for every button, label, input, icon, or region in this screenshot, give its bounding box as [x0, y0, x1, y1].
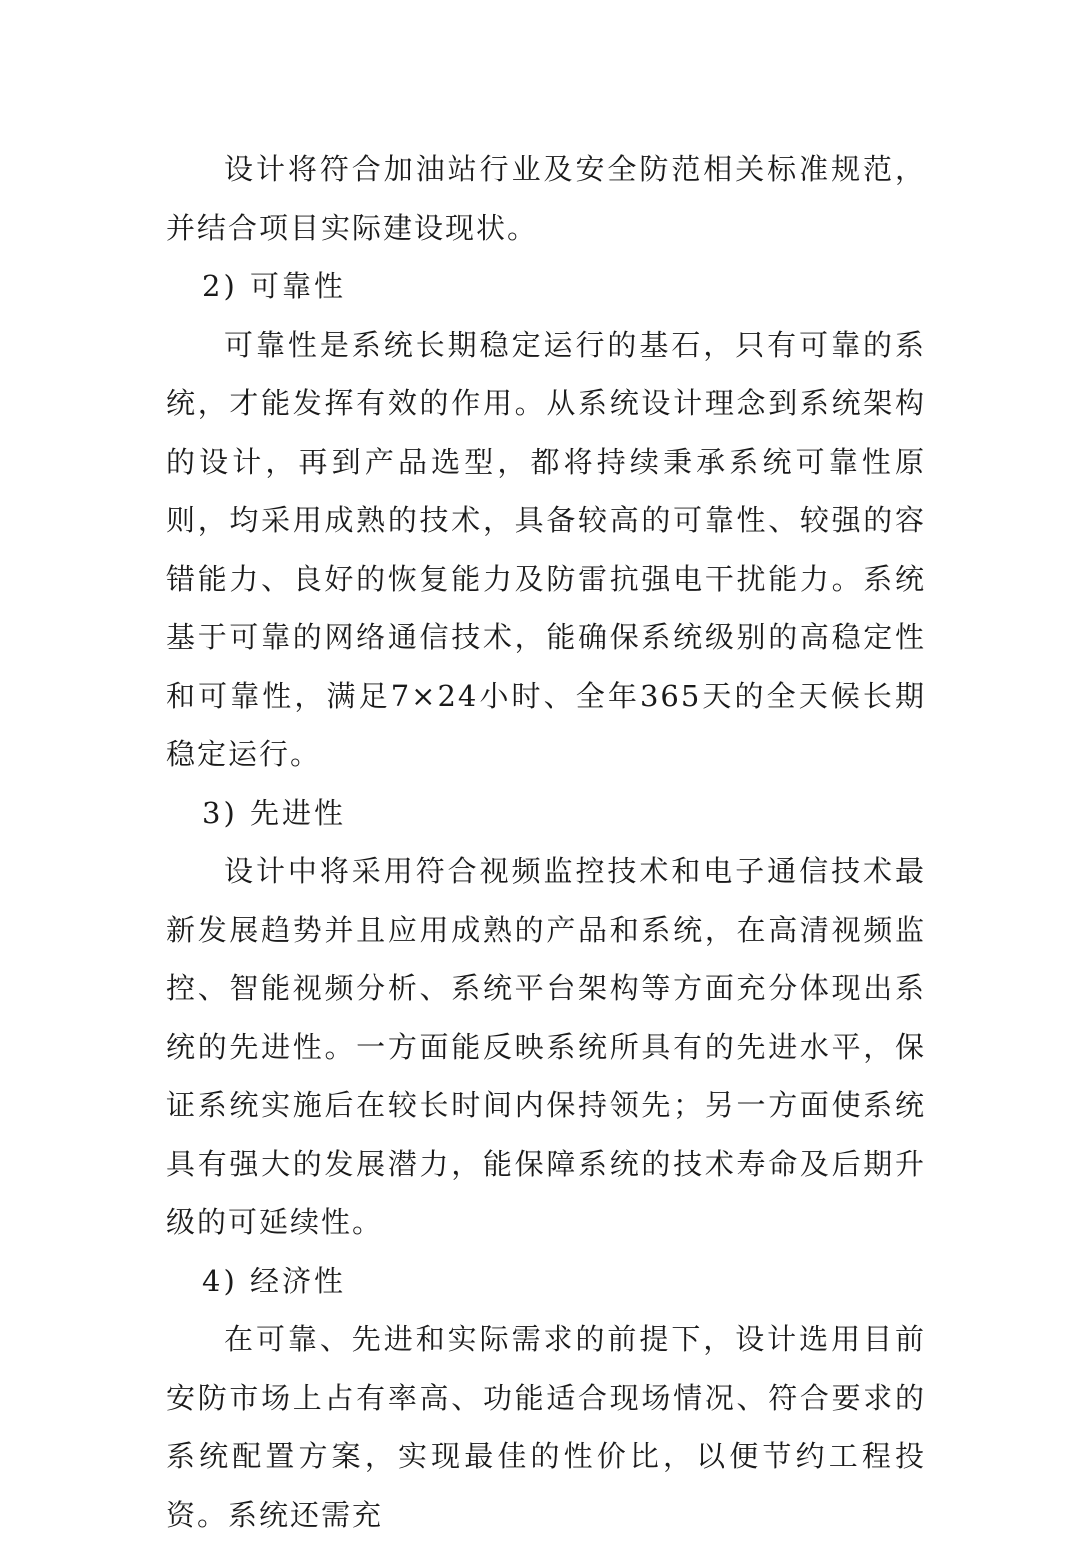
- heading-reliability: 2) 可靠性: [202, 269, 346, 303]
- paragraph-advancement: 设计中将采用符合视频监控技术和电子通信技术最新发展趋势并且应用成熟的产品和系统，在高清视频监控、智能视频分析、系统平台架构等方面充分体现出系统的先进性。一方面能反映系统所具有的先进水平，保证系统实施后在较长时间内保持领先；另一方面使系统具有强大的发展潜力，能保障系统的技术寿命及后期升级的可延续性。: [166, 854, 926, 1239]
- heading-advancement: 3) 先进性: [202, 795, 346, 830]
- document-body: [166, 140, 926, 1544]
- paragraph-reliability: 可靠性是系统长期稳定运行的基石，只有可靠的系统，才能发挥有效的作用。从系统设计理念到系统架构的设计，再到产品选型，都将持续秉承系统可靠性原则，均采用成熟的技术，具备较高的可靠性、较强的容错能力、良好的恢复能力及防雷抗强电干扰能力。系统基于可靠的网络通信技术，能确保系统级别的高稳定性和可靠性，满足7×24小时、全年365天的全天候长期稳定运行。: [166, 327, 926, 771]
- heading-economy: 4) 经济性: [202, 1263, 346, 1298]
- paragraph-economy: 在可靠、先进和实际需求的前提下，设计选用目前安防市场上占有率高、功能适合现场情况、符合要求的系统配置方案，实现最佳的性价比，以便节约工程投资。系统还需充: [166, 1322, 926, 1532]
- paragraph-standards: 设计将符合加油站行业及安全防范相关标准规范，并结合项目实际建设现状。: [166, 152, 926, 245]
